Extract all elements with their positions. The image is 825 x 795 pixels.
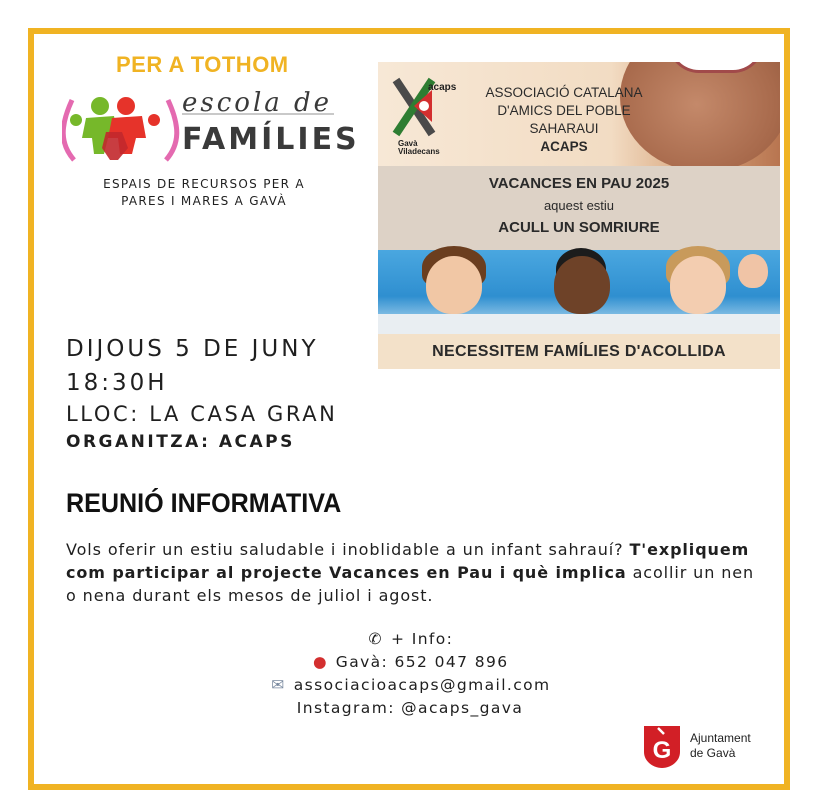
event-date: DIJOUS 5 DE JUNY: [66, 336, 319, 362]
ajuntament-line-1: Ajuntament: [690, 731, 751, 745]
logo-word-escola: escola de: [182, 88, 333, 118]
contact-info-row: [200, 628, 620, 651]
ajuntament-line-2: de Gavà: [690, 746, 736, 760]
para-text-1: Vols oferir un estiu saludable i inoblidable a un infant sahrauí?: [66, 540, 630, 559]
campaign-banner: [378, 166, 780, 250]
phone-icon: ✆: [368, 630, 383, 648]
description-paragraph: [66, 538, 766, 607]
acaps-logo-place-2: Viladecans: [398, 147, 440, 154]
contact-block: [200, 628, 620, 720]
ajuntament-gava-logo: [642, 722, 682, 770]
campaign-subtitle: aquest estiu: [543, 198, 615, 213]
tagline: PER A TOTHOM: [116, 52, 289, 77]
contact-email-row: [200, 674, 620, 697]
subtitle-line-1: ESPAIS DE RECURSOS PER A: [103, 177, 305, 191]
ajuntament-logo-letter: G: [652, 737, 672, 764]
acaps-logo-name: acaps: [428, 82, 456, 93]
logo-subtitle: [70, 176, 338, 210]
ajuntament-name: [690, 731, 751, 761]
assoc-line-3: ACAPS: [540, 139, 588, 154]
page-heading: REUNIÓ INFORMATIVA: [66, 488, 342, 518]
poster-header: [378, 62, 780, 166]
poster-footer: NECESSITEM FAMÍLIES D'ACOLLIDA: [378, 334, 780, 369]
mail-icon: ✉: [271, 676, 286, 694]
para-text-2: acollir un nen o nena durant els mesos de juliol i agost.: [66, 563, 755, 605]
contact-phone-row: [200, 651, 620, 674]
event-organizer: ORGANITZA: ACAPS: [66, 432, 295, 452]
contact-phone: Gavà: 652 047 896: [335, 653, 509, 671]
contact-instagram-row: [200, 697, 620, 720]
campaign-title: VACANCES EN PAU 2025: [488, 175, 670, 192]
association-name: [464, 84, 664, 156]
pin-icon: ●: [312, 653, 328, 671]
assoc-line-2: D'AMICS DEL POBLE SAHARAUI: [497, 103, 631, 136]
acaps-logo: [392, 76, 456, 154]
campaign-poster: [378, 62, 780, 369]
acaps-logo-place-1: Gavà: [398, 139, 418, 148]
event-place: LLOC: LA CASA GRAN: [66, 402, 338, 426]
subtitle-line-2: PARES I MARES A GAVÀ: [121, 194, 287, 208]
assoc-line-1: ASSOCIACIÓ CATALANA: [485, 85, 643, 100]
contact-info: + Info:: [391, 630, 454, 648]
logo-word-families: FAMÍLIES: [182, 122, 360, 157]
para-text-bold: T'expliquem com participar al projecte Vacances en Pau i què implica: [66, 540, 750, 582]
contact-email: associacioacaps@gmail.com: [293, 676, 551, 694]
pool-ledge: [378, 314, 780, 334]
event-time: 18:30H: [66, 370, 168, 396]
contact-instagram: Instagram: @acaps_gava: [296, 699, 524, 717]
campaign-slogan: ACULL UN SOMRIURE: [498, 219, 660, 236]
